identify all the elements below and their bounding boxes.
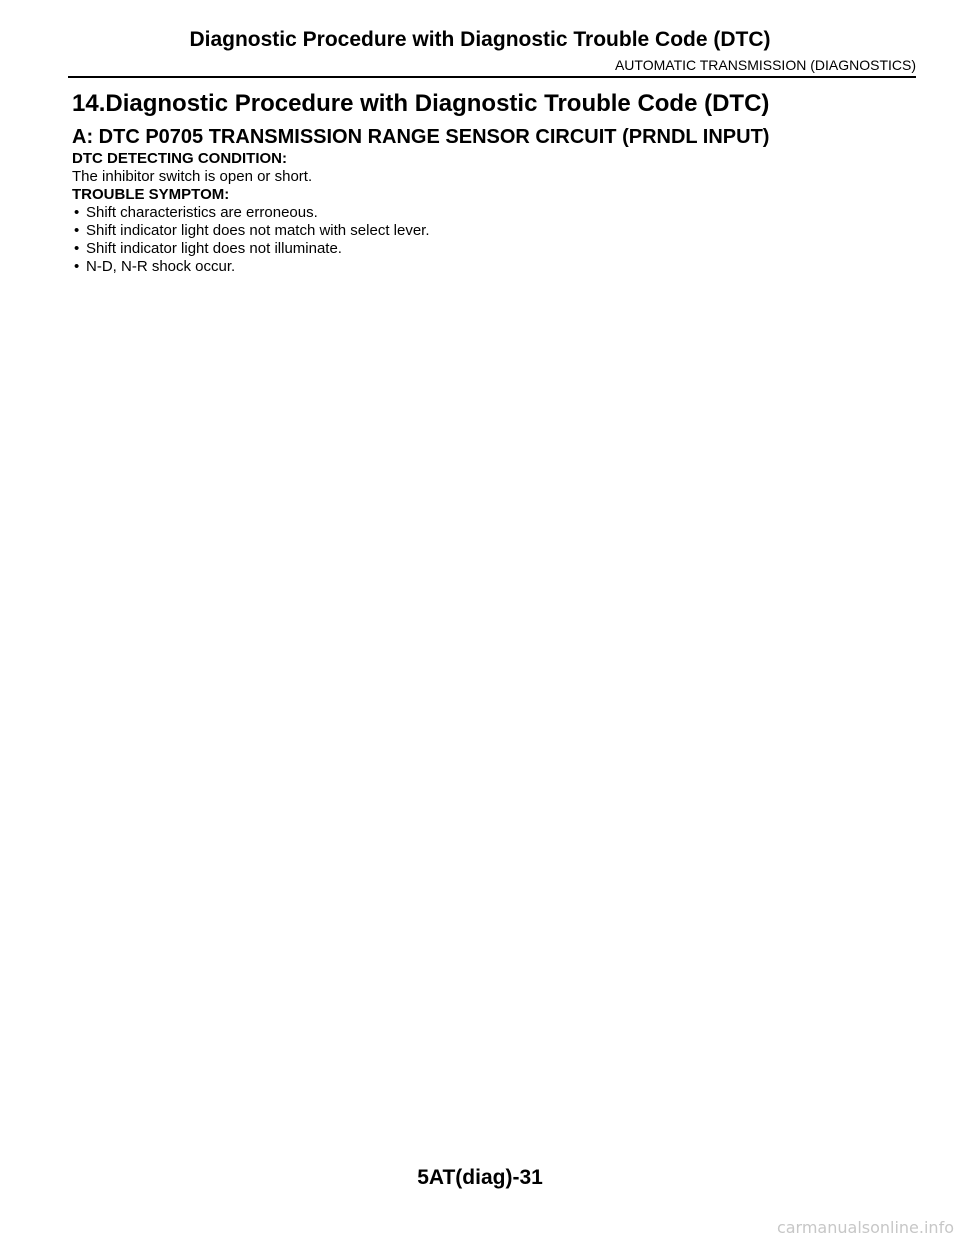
condition-label: DTC DETECTING CONDITION: bbox=[72, 150, 287, 167]
header-divider bbox=[68, 76, 916, 78]
page-number: 5AT(diag)-31 bbox=[417, 1166, 543, 1189]
symptom-item: • N-D, N-R shock occur. bbox=[72, 258, 892, 276]
symptom-item: • Shift indicator light does not match with select lever. bbox=[72, 222, 892, 240]
subsection-title: A: DTC P0705 TRANSMISSION RANGE SENSOR CIRCUIT (PRNDL INPUT) bbox=[72, 126, 770, 148]
symptom-item: • Shift indicator light does not illuminate. bbox=[72, 240, 892, 258]
document-body bbox=[72, 150, 892, 276]
symptom-label: TROUBLE SYMPTOM: bbox=[72, 186, 230, 203]
watermark: carmanualsonline.info bbox=[776, 1218, 954, 1237]
section-title: 14.Diagnostic Procedure with Diagnostic Trouble Code (DTC) bbox=[72, 90, 770, 117]
condition-text: The inhibitor switch is open or short. bbox=[72, 168, 313, 185]
page-header-subtitle: AUTOMATIC TRANSMISSION (DIAGNOSTICS) bbox=[614, 57, 916, 73]
page-header-title: Diagnostic Procedure with Diagnostic Trouble Code (DTC) bbox=[189, 28, 771, 51]
symptom-list bbox=[72, 204, 892, 276]
symptom-item: • Shift characteristics are erroneous. bbox=[72, 204, 892, 222]
